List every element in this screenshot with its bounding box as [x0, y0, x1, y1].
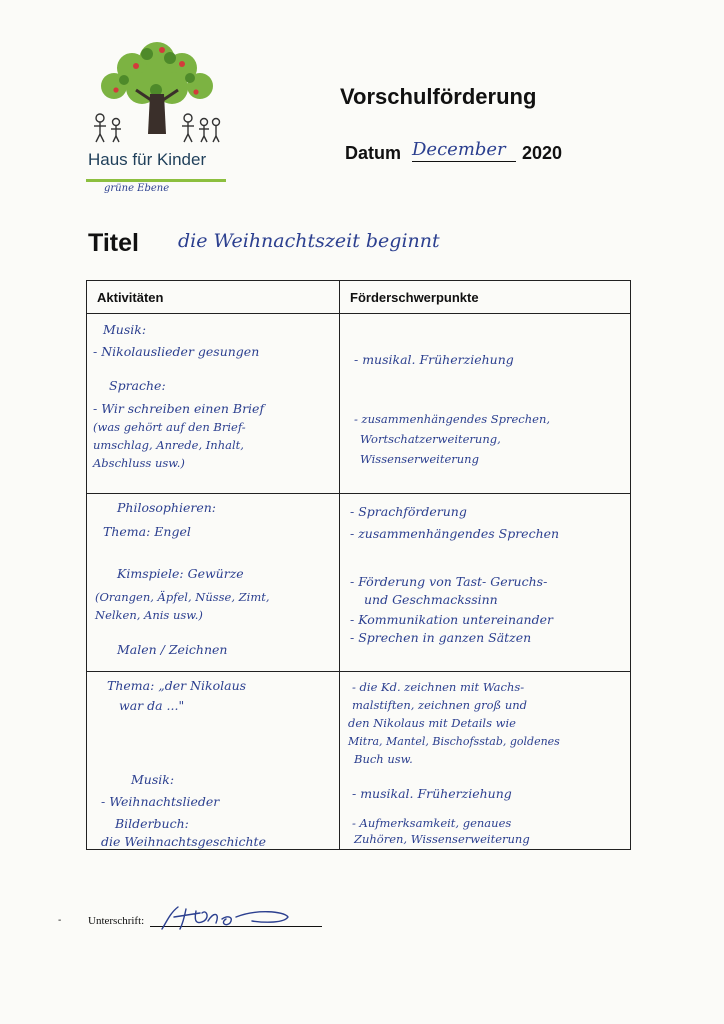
activity-line: - Wir schreiben einen Brief	[93, 401, 265, 416]
focus-line: - zusammenhängendes Sprechen,	[354, 412, 551, 426]
activity-line: umschlag, Anrede, Inhalt,	[93, 438, 244, 452]
focus-line: den Nikolaus mit Details wie	[348, 716, 516, 730]
activities-cell	[87, 494, 340, 672]
focus-line: Mitra, Mantel, Bischofsstab, goldenes	[348, 735, 560, 748]
focus-line: - musikal. Früherziehung	[352, 786, 512, 801]
activities-cell	[87, 672, 340, 850]
focus-line: - musikal. Früherziehung	[354, 352, 514, 367]
focus-line: Wissenserweiterung	[360, 452, 479, 466]
table-row	[87, 672, 631, 850]
table-row	[87, 314, 631, 494]
titel-label: Titel	[88, 229, 139, 257]
signature-label: Unterschrift:	[88, 915, 145, 927]
header-focus: Förderschwerpunkte	[340, 281, 631, 314]
activity-line: Nelken, Anis usw.)	[95, 608, 203, 622]
activity-line: Sprache:	[109, 378, 166, 393]
activity-line: war da ..."	[119, 698, 185, 713]
activity-line: (was gehört auf den Brief-	[93, 420, 246, 434]
focus-line: Zuhören, Wissenserweiterung	[354, 832, 530, 846]
activity-line: Musik:	[131, 772, 175, 787]
table-header-row	[87, 281, 631, 314]
focus-line: - Sprachförderung	[350, 504, 467, 519]
focus-line: - Kommunikation untereinander	[350, 612, 553, 627]
activity-line: Musik:	[103, 322, 147, 337]
focus-line: malstiften, zeichnen groß und	[352, 698, 527, 712]
focus-line: Buch usw.	[354, 752, 413, 766]
focus-line: - Förderung von Tast- Geruchs-	[350, 574, 548, 589]
titel-value: die Weihnachtszeit beginnt	[178, 230, 440, 252]
activity-line: Thema: Engel	[103, 524, 191, 539]
page-title: Vorschulförderung	[340, 84, 537, 109]
activity-line: Malen / Zeichnen	[117, 642, 228, 657]
signature-scribble-icon	[156, 899, 306, 933]
date-label: Datum	[345, 143, 402, 163]
focus-line: - Aufmerksamkeit, genaues	[352, 816, 512, 830]
logo-subtitle: grüne Ebene	[104, 183, 170, 194]
focus-cell	[340, 314, 631, 494]
margin-mark: -	[58, 915, 62, 926]
table-row	[87, 494, 631, 672]
activity-line: Kimspiele: Gewürze	[117, 566, 244, 581]
activity-line: Bilderbuch:	[115, 816, 189, 831]
focus-cell	[340, 672, 631, 850]
activities-cell	[87, 314, 340, 494]
date-year: 2020	[522, 143, 563, 163]
tree-logo-icon	[92, 38, 222, 150]
activity-line: (Orangen, Äpfel, Nüsse, Zimt,	[95, 590, 270, 604]
focus-line: - zusammenhängendes Sprechen	[350, 526, 560, 541]
header-activities: Aktivitäten	[87, 281, 340, 314]
focus-line: Wortschatzerweiterung,	[360, 432, 501, 446]
activity-line: - Nikolauslieder gesungen	[93, 344, 260, 359]
focus-cell	[340, 494, 631, 672]
activities-table	[86, 280, 631, 850]
focus-line: und Geschmackssinn	[364, 592, 498, 607]
activity-line: Philosophieren:	[117, 500, 217, 515]
activity-line: Thema: „der Nikolaus	[107, 678, 247, 693]
activity-line: die Weihnachtsgeschichte	[101, 834, 266, 849]
logo-underline	[86, 179, 226, 182]
activity-line: - Weihnachtslieder	[101, 794, 220, 809]
date-month-field: December	[412, 139, 516, 162]
activity-line: Abschluss usw.)	[93, 456, 185, 470]
logo-name: Haus für Kinder	[88, 150, 207, 169]
focus-line: - die Kd. zeichnen mit Wachs-	[352, 680, 525, 694]
focus-line: - Sprechen in ganzen Sätzen	[350, 630, 532, 645]
